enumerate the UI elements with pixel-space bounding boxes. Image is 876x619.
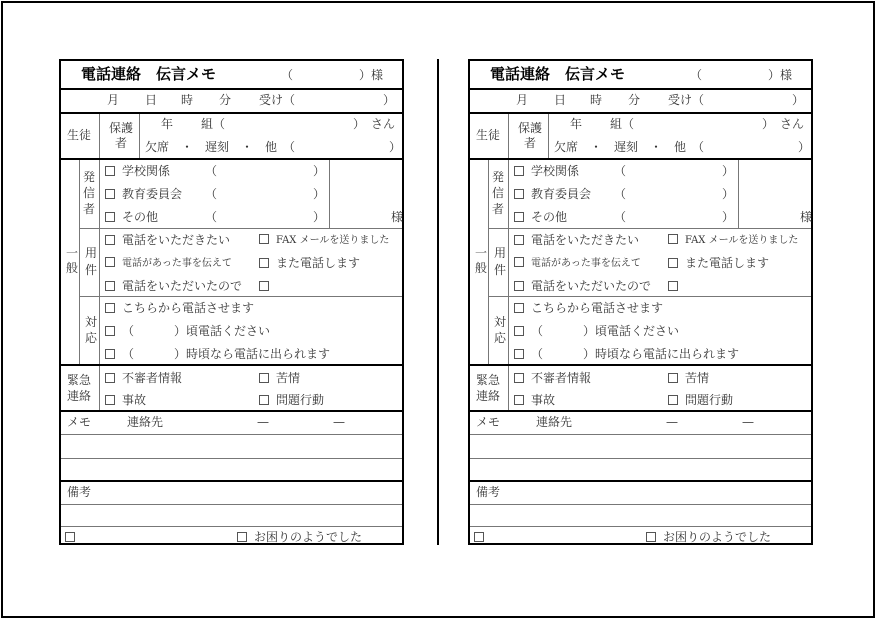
received-label: 受け（ [668,93,705,107]
general-section [61,158,402,364]
checkbox-icon [514,395,524,405]
memo-section [61,410,402,480]
trouble-option[interactable]: お困りのようでした [646,530,771,544]
response-label-2: 応 [85,331,98,345]
caller-label-1: 発 [492,170,505,184]
minute-label: 分 [219,93,232,107]
response-label-2: 応 [494,331,507,345]
day-label: 日 [554,93,567,107]
checkbox-icon [105,373,115,383]
urgent-option-behavior[interactable]: 問題行動 [259,393,324,407]
urgent-option-accident[interactable]: 事故 [105,393,146,407]
contact-label: 連絡先 [127,415,164,429]
checkbox-icon [514,235,524,245]
caller-label-3: 者 [83,202,96,216]
memo-label: メモ [476,415,501,429]
contact-dash-2: — [333,415,345,429]
matter-option-tell[interactable]: 電話があった事を伝えて [105,257,232,271]
urgent-section [470,364,811,410]
memo-title: 電話連絡 伝言メモ [81,65,217,83]
matter-option-tell[interactable]: 電話があった事を伝えて [514,257,641,271]
checkbox-icon [105,257,115,267]
response-label-1: 対 [494,315,507,329]
checkbox-icon [105,212,115,222]
absence-label: 欠席 ・ 遅刻 ・ 他 （ [145,140,296,154]
checkbox-icon [259,373,269,383]
matter-option-blank[interactable] [259,279,276,293]
matter-option-call-again[interactable]: また電話します [668,256,769,270]
memo-title: 電話連絡 伝言メモ [490,65,626,83]
received-close: ） [792,93,805,107]
checkbox-icon [259,234,269,244]
student-row [470,112,811,158]
urgent-option-complaint[interactable]: 苦情 [668,371,709,385]
day-label: 日 [145,93,158,107]
date-row [470,88,811,112]
caller-label-1: 発 [83,170,96,184]
paren-close: ） [722,187,735,201]
checkbox-icon [514,303,524,313]
checkbox-icon [474,532,484,542]
general-label-1: 一 [66,246,79,260]
student-label: 生徒 [476,128,501,142]
caller-option-board[interactable]: 教育委員会 [514,187,591,201]
contact-dash-2: — [742,415,754,429]
absence-close: ） [798,140,811,154]
addressee-open: （ [690,68,703,82]
caller-option-school[interactable]: 学校関係 [514,164,579,178]
response-label-1: 対 [85,315,98,329]
absence-close: ） [389,140,402,154]
absence-label: 欠席 ・ 遅刻 ・ 他 （ [554,140,705,154]
matter-label-1: 用 [85,246,98,260]
caller-sama: 様 [391,210,404,224]
checkbox-icon [105,303,115,313]
checkbox-icon [105,281,115,291]
checkbox-icon [514,189,524,199]
student-label: 生徒 [67,128,92,142]
year-label: 年 [570,117,583,131]
remarks-label: 備考 [67,485,92,499]
matter-option-call-back[interactable]: 電話をいただきたい [105,233,230,247]
caller-label-2: 信 [83,186,96,200]
hour-label: 時 [590,93,603,107]
contact-label: 連絡先 [536,415,573,429]
memo-label: メモ [67,415,92,429]
contact-dash-1: — [257,415,269,429]
paren-open: （ [205,164,218,178]
student-row [61,112,402,158]
remarks-section [61,480,402,545]
received-label: 受け（ [259,93,296,107]
general-label-2: 般 [475,261,488,275]
guardian-label-2: 者 [115,136,128,150]
matter-option-fax[interactable]: FAX メールを送りました [259,234,389,248]
remarks-checkbox[interactable] [474,530,491,544]
checkbox-icon [514,281,524,291]
paren-open: （ [614,187,627,201]
addressee-close: ）様 [768,68,793,82]
urgent-option-suspicious[interactable]: 不審者情報 [105,371,182,385]
memo-card-right [468,59,813,545]
san-label: ） さん [353,117,396,131]
checkbox-icon [514,373,524,383]
year-label: 年 [161,117,174,131]
matter-label-2: 件 [494,263,507,277]
remarks-section [470,480,811,545]
guardian-label-1: 保護 [109,121,134,135]
remarks-checkbox[interactable] [65,530,82,544]
class-label: 組（ [201,117,226,131]
checkbox-icon [668,234,678,244]
caller-option-board[interactable]: 教育委員会 [105,187,182,201]
response-option-we-call[interactable]: こちらから電話させます [514,301,663,315]
checkbox-icon [514,257,524,267]
caller-option-school[interactable]: 学校関係 [105,164,170,178]
guardian-label-2: 者 [524,136,537,150]
checkbox-icon [668,395,678,405]
response-option-call-at[interactable]: （ ）頃電話ください [105,324,270,338]
checkbox-icon [259,281,269,291]
caller-label-2: 信 [492,186,505,200]
paren-close: ） [313,187,326,201]
caller-option-other[interactable]: その他 [105,210,158,224]
checkbox-icon [514,326,524,336]
guardian-label-1: 保護 [518,121,543,135]
matter-label-1: 用 [494,246,507,260]
date-row [61,88,402,112]
caller-label-3: 者 [492,202,505,216]
matter-option-received[interactable]: 電話をいただいたので [514,279,651,293]
checkbox-icon [105,395,115,405]
paren-close: ） [722,210,735,224]
urgent-option-accident[interactable]: 事故 [514,393,555,407]
paren-close: ） [722,164,735,178]
hour-label: 時 [181,93,194,107]
urgent-label-1: 緊急 [67,373,92,387]
checkbox-icon [105,235,115,245]
checkbox-icon [259,258,269,268]
checkbox-icon [65,532,75,542]
caller-option-other[interactable]: その他 [514,210,567,224]
caller-sama: 様 [800,210,813,224]
class-label: 組（ [610,117,635,131]
paren-open: （ [205,210,218,224]
urgent-label-2: 連絡 [476,389,501,403]
checkbox-icon [514,349,524,359]
contact-dash-1: — [666,415,678,429]
urgent-option-behavior[interactable]: 問題行動 [668,393,733,407]
urgent-label-2: 連絡 [67,389,92,403]
paren-close: ） [313,210,326,224]
checkbox-icon [668,258,678,268]
general-label-1: 一 [475,246,488,260]
checkbox-icon [514,166,524,176]
memo-section [470,410,811,480]
month-label: 月 [107,93,120,107]
checkbox-icon [105,326,115,336]
matter-option-call-back[interactable]: 電話をいただきたい [514,233,639,247]
addressee-open: （ [281,68,294,82]
urgent-label-1: 緊急 [476,373,501,387]
matter-option-blank[interactable] [668,279,685,293]
matter-label-2: 件 [85,263,98,277]
response-option-call-at[interactable]: （ ）頃電話ください [514,324,679,338]
general-section [470,158,811,364]
general-label-2: 般 [66,261,79,275]
paren-open: （ [614,210,627,224]
checkbox-icon [259,395,269,405]
matter-option-call-again[interactable]: また電話します [259,256,360,270]
checkbox-icon [646,532,656,542]
checkbox-icon [668,281,678,291]
paren-open: （ [205,187,218,201]
trouble-option[interactable]: お困りのようでした [237,530,362,544]
addressee-close: ）様 [359,68,384,82]
urgent-section [61,364,402,410]
paren-close: ） [313,164,326,178]
remarks-label: 備考 [476,485,501,499]
urgent-option-complaint[interactable]: 苦情 [259,371,300,385]
san-label: ） さん [762,117,805,131]
matter-option-fax[interactable]: FAX メールを送りました [668,234,798,248]
memo-card-left [59,59,404,545]
paren-open: （ [614,164,627,178]
center-divider [437,59,439,545]
response-option-available[interactable]: （ ）時頃なら電話に出られます [514,347,739,361]
minute-label: 分 [628,93,641,107]
response-option-available[interactable]: （ ）時頃なら電話に出られます [105,347,330,361]
received-close: ） [383,93,396,107]
response-option-we-call[interactable]: こちらから電話させます [105,301,254,315]
checkbox-icon [105,166,115,176]
checkbox-icon [105,349,115,359]
matter-option-received[interactable]: 電話をいただいたので [105,279,242,293]
checkbox-icon [514,212,524,222]
month-label: 月 [516,93,529,107]
checkbox-icon [668,373,678,383]
urgent-option-suspicious[interactable]: 不審者情報 [514,371,591,385]
checkbox-icon [237,532,247,542]
checkbox-icon [105,189,115,199]
